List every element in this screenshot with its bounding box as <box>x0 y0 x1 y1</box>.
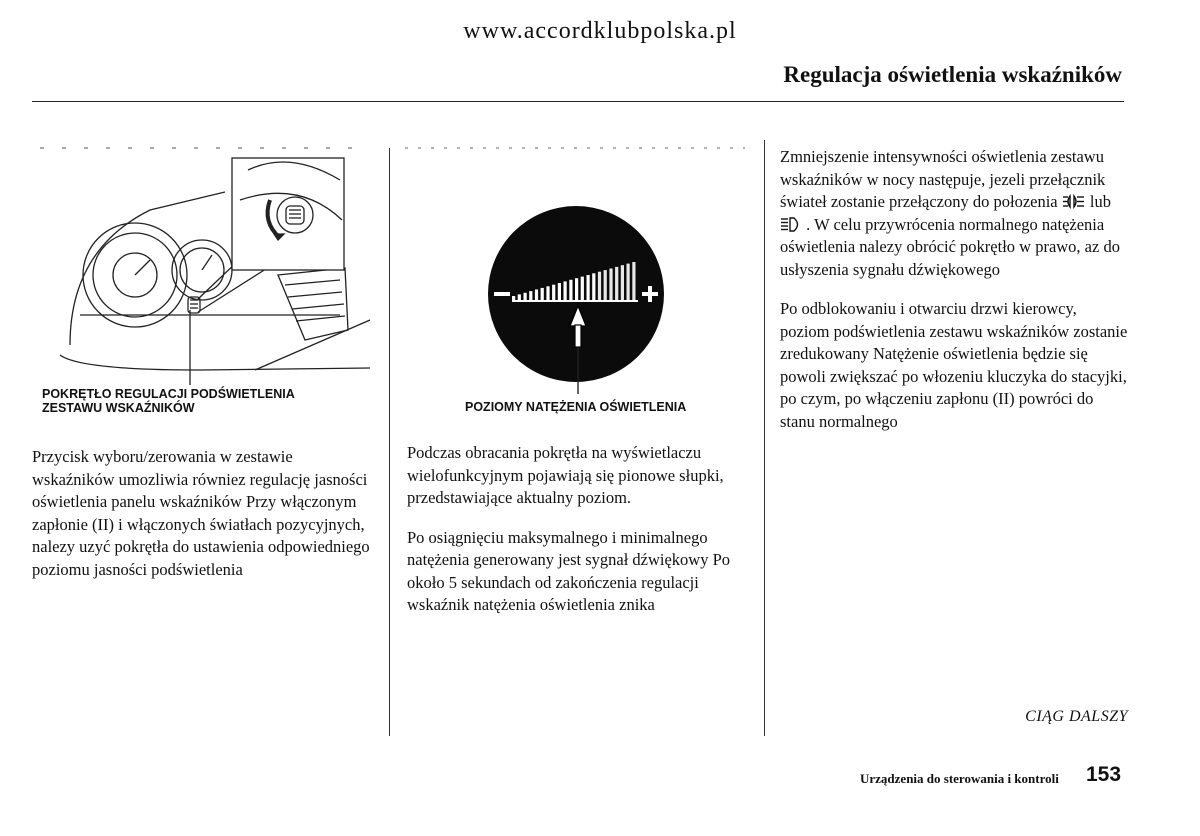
paragraph: Po odblokowaniu i otwarciu drzwi kierowcy, poziom podświetlenia zestawu wskaźników zostanie zredukowany Natężenie oświetlenia będzie się powoli zwiększać po włozeniu kluczyka do stacyjki, po czym, po włączeniu zapłonu (II) powróci do stanu normalnego <box>780 299 1128 431</box>
figure-caption-levels: POZIOMY NATĘŻENIA OŚWIETLENIA <box>465 400 687 414</box>
level-bar <box>564 281 567 300</box>
level-bar <box>598 272 601 300</box>
text-column-right <box>780 146 1130 450</box>
figure-caption-line: ZESTAWU WSKAŹNIKÓW <box>42 401 195 415</box>
level-bar <box>569 280 572 300</box>
level-bar <box>524 293 527 300</box>
figure-caption-knob <box>42 387 295 415</box>
level-bar <box>575 278 578 300</box>
text-run: Zmniejszenie intensywności oświetlenia zestawu wskaźników w nocy następuje, jezeli przełącznik świateł zostanie przełączony do połozenia <box>780 147 1106 211</box>
level-bar <box>529 291 532 300</box>
page-number: 153 <box>1086 763 1122 786</box>
paragraph: Po osiągnięciu maksymalnego i minimalnego natężenia generowany jest sygnał dźwiękowy Po około 5 sekundach od zakończenia regulacji wskaźnik natężenia oświetlenia znika <box>407 527 731 614</box>
figure-caption-line: POKRĘTŁO REGULACJI PODŚWIETLENIA <box>42 387 295 401</box>
level-bar <box>512 296 515 300</box>
instrument-panel-illustration <box>40 140 385 385</box>
level-bar <box>546 286 549 300</box>
level-bar <box>627 264 630 300</box>
text-column-left <box>32 446 372 598</box>
level-bar <box>518 294 521 300</box>
parking-lights-icon <box>1062 192 1090 211</box>
page-title: Regulacja oświetlenia wskaźników <box>783 62 1122 87</box>
level-bar <box>581 277 584 300</box>
level-bar <box>604 270 607 300</box>
paragraph <box>780 146 1130 281</box>
paragraph: Przycisk wyboru/zerowania w zestawie wskaźników umozliwia równiez regulację jasności oświetlenia panelu wskaźników Przy włączonym zapłonie (II) i włączonych światłach pozycyjnych, nalezy uzyć pokrętła do ustawienia odpowiedniego poziomu jasności podświetlenia <box>32 447 370 579</box>
level-bar <box>632 262 635 300</box>
site-url: www.accordklubpolska.pl <box>463 18 737 44</box>
level-bar <box>615 267 618 300</box>
minus-icon <box>494 292 510 296</box>
level-bar <box>552 285 555 300</box>
column-divider-right <box>764 140 765 736</box>
column-divider-left <box>389 148 390 736</box>
text-run: lub <box>1089 192 1111 211</box>
level-bar <box>621 265 624 300</box>
level-bar <box>558 283 561 300</box>
level-bar <box>541 288 544 300</box>
level-bar <box>592 273 595 300</box>
footer-section-title: Urządzenia do sterowania i kontroli <box>860 771 1059 786</box>
title-divider <box>32 101 1124 102</box>
text-column-middle <box>407 442 752 634</box>
level-baseline <box>512 300 638 302</box>
paragraph: Podczas obracania pokrętła na wyświetlaczu wielofunkcyjnym pojawiają się pionowe słupki, przedstawiające aktualny poziom. <box>407 443 724 507</box>
continued-label: CIĄG DALSZY <box>1025 708 1128 725</box>
level-bar <box>609 269 612 301</box>
brightness-level-display <box>400 140 760 400</box>
level-bar <box>535 290 538 301</box>
text-run: . W celu przywrócenia normalnego natężenia oświetlenia nalezy obrócić pokrętło w prawo, az do usłyszenia sygnału dźwiękowego <box>780 214 1120 279</box>
headlight-icon <box>780 215 806 234</box>
level-bar <box>587 275 590 300</box>
